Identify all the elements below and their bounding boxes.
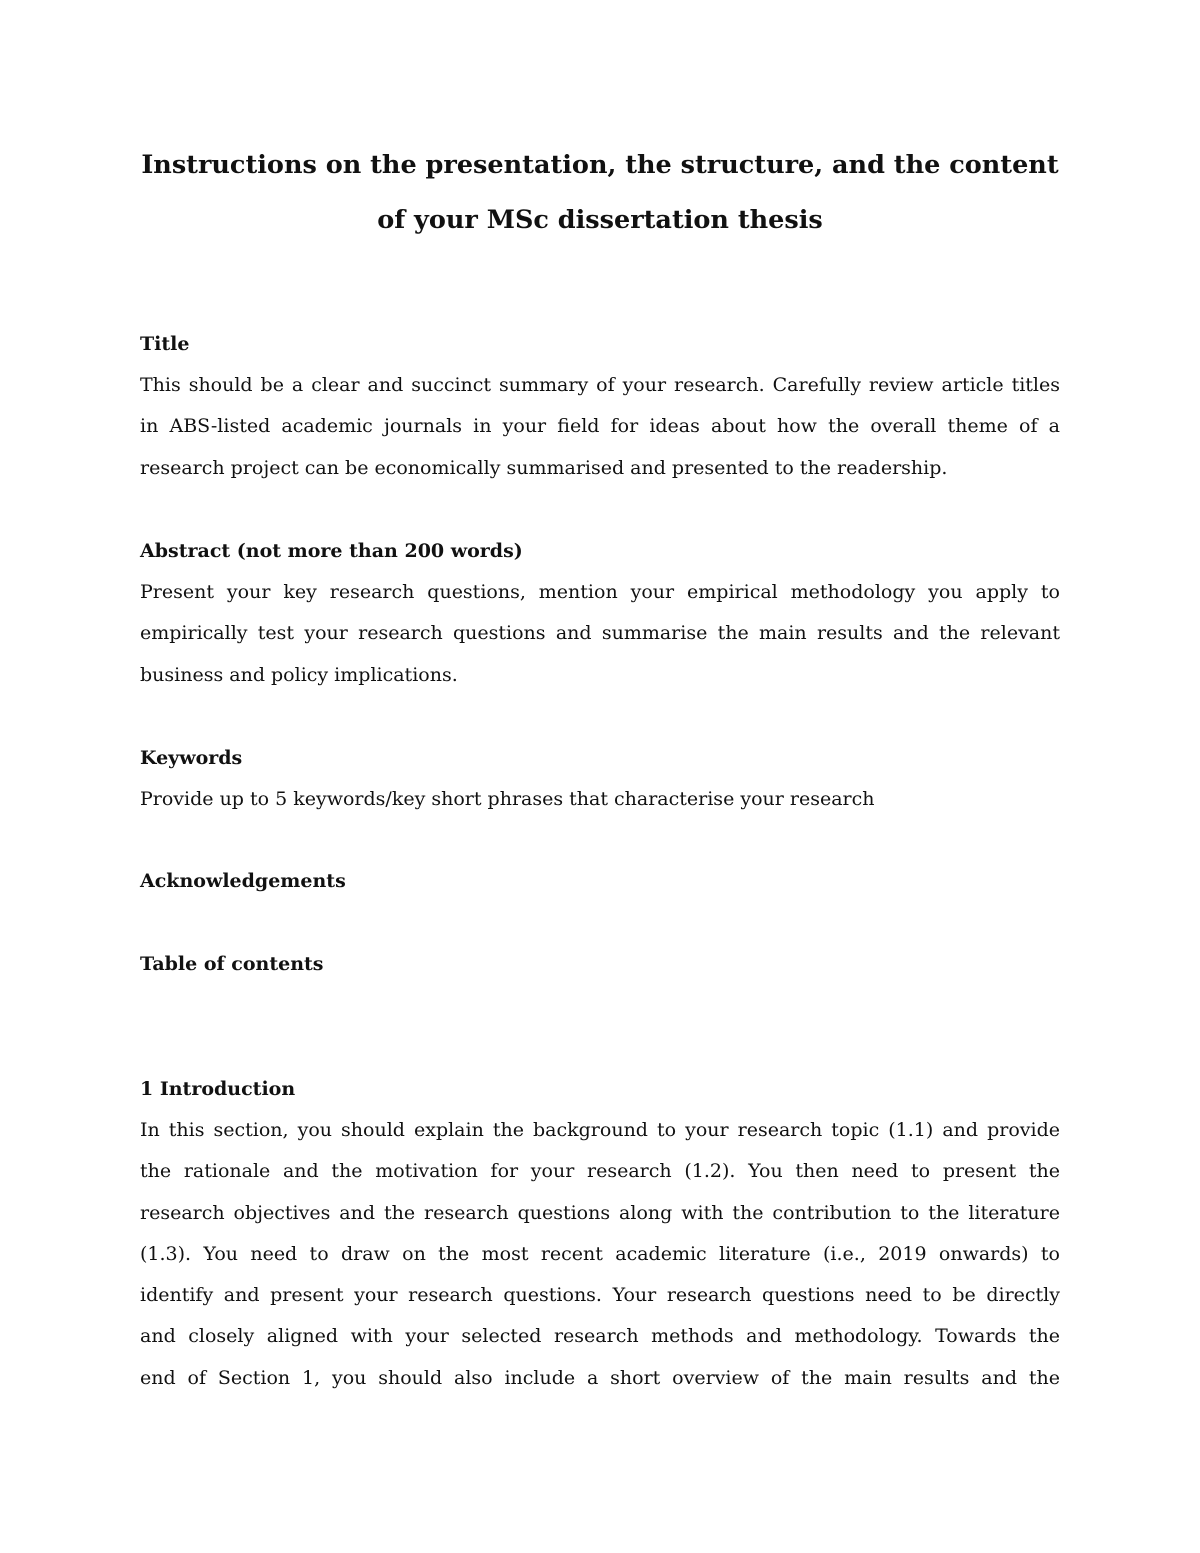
body-line: in ABS-listed academic journals in your field for ideas about how the overall theme of a bbox=[140, 415, 1060, 438]
body-line: and closely aligned with your selected research methods and methodology. Towards the bbox=[140, 1325, 1060, 1348]
section-heading-abstract: Abstract (not more than 200 words) bbox=[140, 540, 523, 562]
section-heading-title: Title bbox=[140, 333, 190, 355]
document-title-line-1: Instructions on the presentation, the structure, and the content bbox=[141, 150, 1059, 180]
section-heading-toc: Table of contents bbox=[140, 953, 324, 975]
section-table-of-contents bbox=[140, 944, 1060, 985]
section-body-title bbox=[140, 365, 1060, 489]
section-title bbox=[140, 324, 1060, 489]
body-line: Provide up to 5 keywords/key short phrases that characterise your research bbox=[140, 788, 875, 810]
section-introduction bbox=[140, 1069, 1060, 1399]
body-line: (1.3). You need to draw on the most recent academic literature (i.e., 2019 onwards) to bbox=[140, 1242, 1060, 1265]
body-line: empirically test your research questions and summarise the main results and the relevant bbox=[140, 622, 1060, 645]
section-heading-acknowledgements: Acknowledgements bbox=[140, 870, 346, 892]
body-line: the rationale and the motivation for your research (1.2). You then need to present the bbox=[140, 1160, 1060, 1183]
section-acknowledgements bbox=[140, 861, 1060, 902]
section-keywords bbox=[140, 738, 1060, 820]
section-body-abstract bbox=[140, 572, 1060, 696]
body-line: In this section, you should explain the background to your research topic (1.1) and provide bbox=[140, 1119, 1060, 1141]
section-abstract bbox=[140, 531, 1060, 696]
section-heading-introduction: 1 Introduction bbox=[140, 1078, 296, 1100]
body-line: This should be a clear and succinct summary of your research. Carefully review article titles bbox=[140, 374, 1060, 396]
body-line: identify and present your research questions. Your research questions need to be directly bbox=[140, 1284, 1060, 1307]
body-line: research project can be economically summarised and presented to the readership. bbox=[140, 456, 948, 479]
document-title bbox=[130, 138, 1070, 248]
section-body-keywords bbox=[140, 779, 1060, 820]
body-line: research objectives and the research questions along with the contribution to the literature bbox=[140, 1201, 1060, 1224]
body-line: end of Section 1, you should also include a short overview of the main results and the bbox=[140, 1366, 1060, 1389]
section-body-introduction bbox=[140, 1110, 1060, 1399]
body-line: Present your key research questions, mention your empirical methodology you apply to bbox=[140, 581, 1060, 603]
body-line: business and policy implications. bbox=[140, 663, 458, 686]
document-title-line-2: of your MSc dissertation thesis bbox=[377, 205, 823, 235]
section-heading-keywords: Keywords bbox=[140, 747, 243, 769]
